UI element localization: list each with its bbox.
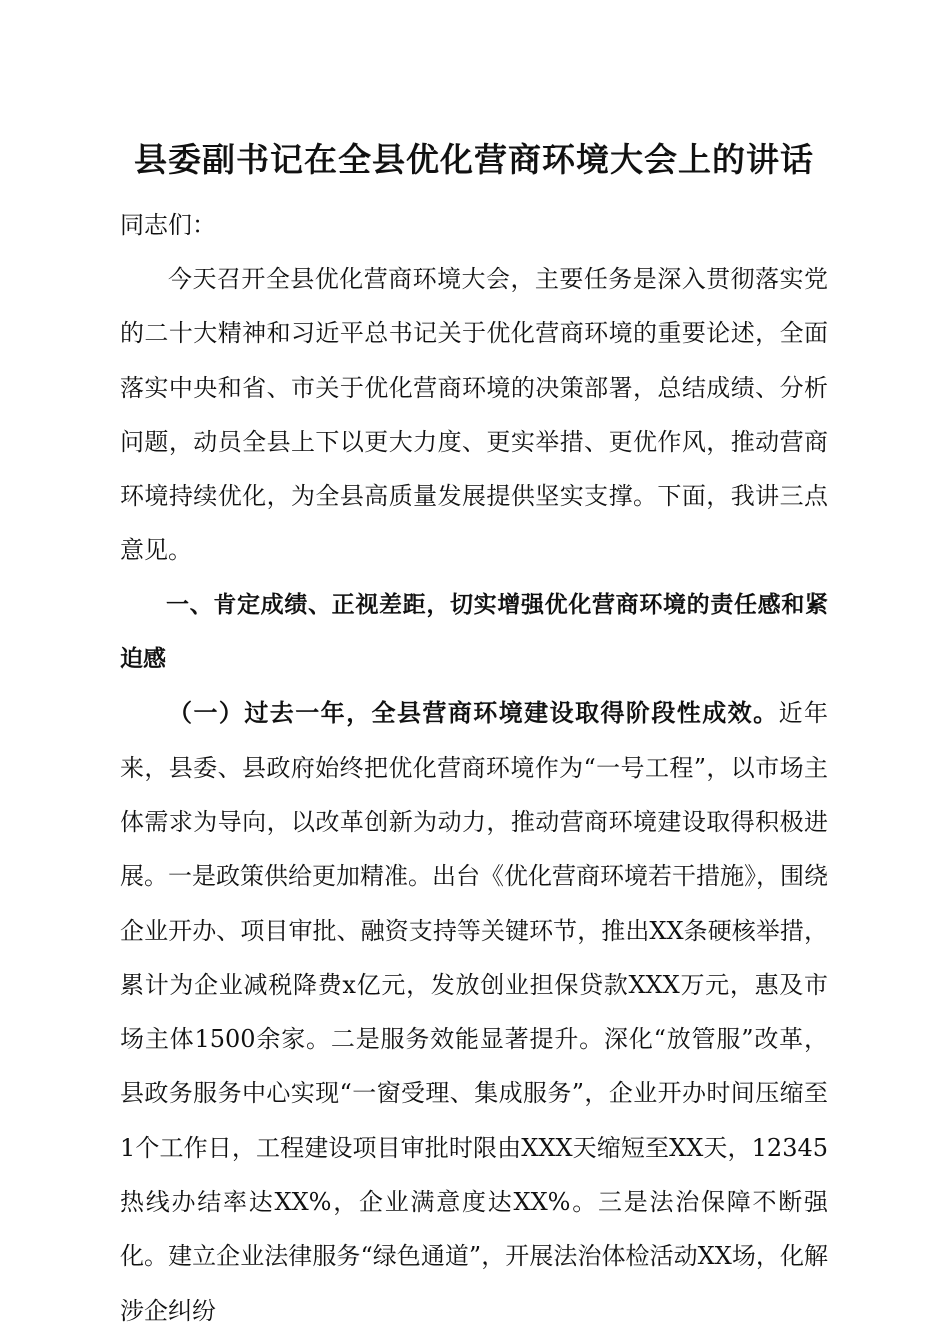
section-1-heading: 一、肯定成绩、正视差距，切实增强优化营商环境的责任感和紧迫感 (120, 591, 828, 673)
subsection-1-body: 近年来，县委、县政府始终把优化营商环境作为“一号工程”，以市场主体需求为导向，以改革创新为动力，推动营商环境建设取得积极进展。一是政策供给更加精准。出台《优化营商环境若干措施》，围绕企业开办、项目审批、融资支持等关键环节，推出XX条硬核举措，累计为企业减税降费x亿元，发放创业担保贷款XXX万元，惠及市场主体1500余家。二是服务效能显著提升。深化“放管服”改革，县政务服务中心实现“一窗受理、集成服务”，企业开办时间压缩至1个工作日，工程建设项目审批时限由XXX天缩短至XX天，12345热线办结率达XX%，企业满意度达XX%。三是法治保障不断强化。建立企业法律服务“绿色通道”，开展法治体检活动XX场，化解涉企纠纷 (120, 699, 829, 1325)
document-body (120, 198, 828, 1338)
subsection-1-paragraph (120, 686, 828, 1338)
greeting-line: 同志们： (120, 211, 216, 239)
subsection-1-heading: （一）过去一年，全县营商环境建设取得阶段性成效。 (168, 698, 779, 728)
document-title: 县委副书记在全县优化营商环境大会上的讲话 (134, 140, 814, 179)
intro-paragraph: 今天召开全县优化营商环境大会，主要任务是深入贯彻落实党的二十大精神和习近平总书记关于优化营商环境的重要论述，全面落实中央和省、市关于优化营商环境的决策部署，总结成绩、分析问题，动员全县上下以更大力度、更实举措、更优作风，推动营商环境持续优化，为全县高质量发展提供坚实支撑。下面，我讲三点意见。 (120, 265, 828, 565)
